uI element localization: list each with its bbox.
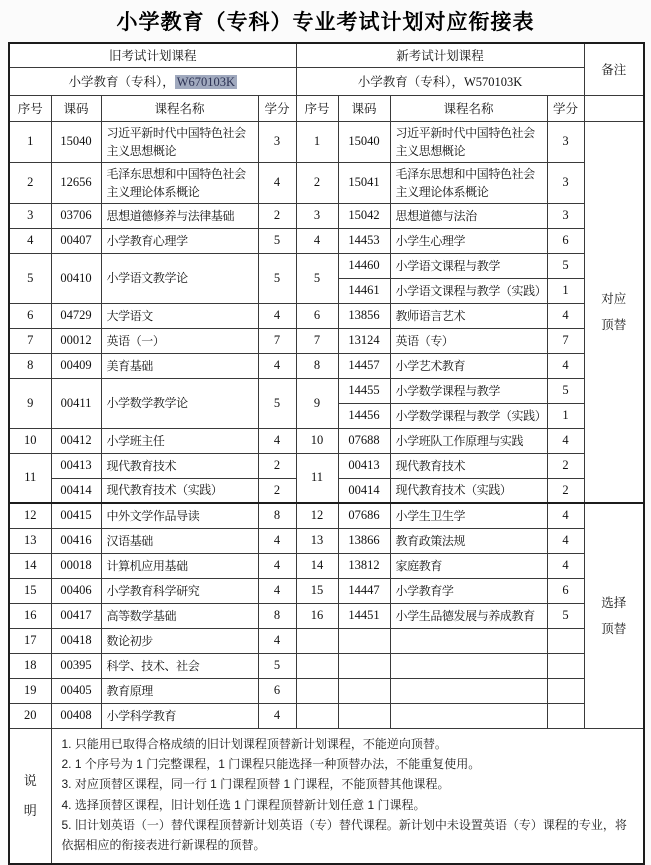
old-code: 00417	[51, 603, 101, 628]
new-seq-header: 序号	[296, 95, 338, 121]
old-major-cell	[9, 67, 296, 95]
new-seq	[296, 703, 338, 728]
old-code: 00416	[51, 528, 101, 553]
old-code-header: 课码	[51, 95, 101, 121]
new-code	[338, 703, 390, 728]
new-credit	[547, 678, 584, 703]
old-course-name: 思想道德修养与法律基础	[101, 203, 258, 228]
column-header-row	[9, 95, 644, 121]
new-course-name: 小学艺术教育	[390, 353, 547, 378]
new-seq: 15	[296, 578, 338, 603]
new-code: 07686	[338, 503, 390, 528]
new-credit: 5	[547, 378, 584, 403]
old-credit-header: 学分	[258, 95, 296, 121]
new-credit: 3	[547, 121, 584, 162]
new-credit-header: 学分	[547, 95, 584, 121]
old-credit: 4	[258, 428, 296, 453]
new-course-name	[390, 703, 547, 728]
new-seq: 8	[296, 353, 338, 378]
new-credit: 1	[547, 278, 584, 303]
old-code: 00408	[51, 703, 101, 728]
new-seq: 2	[296, 162, 338, 203]
new-course-name: 思想道德与法治	[390, 203, 547, 228]
old-course-name: 数论初步	[101, 628, 258, 653]
new-seq: 1	[296, 121, 338, 162]
new-course-name: 小学生品德发展与养成教育	[390, 603, 547, 628]
old-seq: 4	[9, 228, 51, 253]
new-credit: 4	[547, 528, 584, 553]
table-row	[9, 503, 644, 528]
new-course-name: 家庭教育	[390, 553, 547, 578]
old-credit: 5	[258, 378, 296, 428]
new-seq: 9	[296, 378, 338, 428]
table-row	[9, 453, 644, 478]
old-seq: 9	[9, 378, 51, 428]
old-code: 00412	[51, 428, 101, 453]
correspondence-table	[8, 42, 645, 865]
old-code: 00018	[51, 553, 101, 578]
new-course-name: 习近平新时代中国特色社会主义思想概论	[390, 121, 547, 162]
old-code: 03706	[51, 203, 101, 228]
table-header-section	[9, 43, 644, 121]
old-course-name: 现代教育技术（实践）	[101, 478, 258, 503]
major-header-row	[9, 67, 644, 95]
table-row	[9, 528, 644, 553]
new-code	[338, 678, 390, 703]
old-credit: 8	[258, 603, 296, 628]
old-credit: 5	[258, 653, 296, 678]
table-row	[9, 378, 644, 403]
table-row	[9, 703, 644, 728]
old-seq: 15	[9, 578, 51, 603]
new-seq	[296, 678, 338, 703]
old-course-name: 毛泽东思想和中国特色社会主义理论体系概论	[101, 162, 258, 203]
new-course-name: 小学班队工作原理与实践	[390, 428, 547, 453]
old-credit: 8	[258, 503, 296, 528]
new-seq: 7	[296, 328, 338, 353]
old-code: 00410	[51, 253, 101, 303]
old-seq: 13	[9, 528, 51, 553]
new-course-name: 小学教育学	[390, 578, 547, 603]
new-credit: 7	[547, 328, 584, 353]
new-course-name: 小学数学课程与教学	[390, 378, 547, 403]
old-course-name: 高等数学基础	[101, 603, 258, 628]
new-seq: 13	[296, 528, 338, 553]
new-credit: 5	[547, 253, 584, 278]
old-major-code-highlight: W670103K	[176, 75, 236, 89]
new-code: 14453	[338, 228, 390, 253]
new-seq	[296, 628, 338, 653]
new-code: 14457	[338, 353, 390, 378]
new-seq: 5	[296, 253, 338, 303]
old-seq: 20	[9, 703, 51, 728]
old-code: 00411	[51, 378, 101, 428]
old-course-name: 美育基础	[101, 353, 258, 378]
new-code: 13866	[338, 528, 390, 553]
old-code: 00409	[51, 353, 101, 378]
old-course-name: 教育原理	[101, 678, 258, 703]
new-seq: 4	[296, 228, 338, 253]
old-seq: 11	[9, 453, 51, 503]
remark-cell: 选择顶替	[584, 503, 644, 728]
new-major-cell: 小学教育（专科），W570103K	[296, 67, 584, 95]
table-row	[9, 628, 644, 653]
new-credit: 6	[547, 228, 584, 253]
old-code: 00414	[51, 478, 101, 503]
table-row	[9, 303, 644, 328]
new-course-name	[390, 678, 547, 703]
old-course-name: 小学班主任	[101, 428, 258, 453]
note-line: 2. 1 个序号为 1 门完整课程，1 门课程只能选择一种顶替办法，不能重复使用。	[61, 756, 481, 771]
old-credit: 4	[258, 353, 296, 378]
new-course-name: 小学数学课程与教学（实践）	[390, 403, 547, 428]
new-seq: 12	[296, 503, 338, 528]
new-credit: 4	[547, 553, 584, 578]
new-code: 13812	[338, 553, 390, 578]
old-course-name: 习近平新时代中国特色社会主义思想概论	[101, 121, 258, 162]
new-code: 14461	[338, 278, 390, 303]
old-code: 12656	[51, 162, 101, 203]
old-major-prefix: 小学教育（专科），	[68, 75, 175, 89]
new-plan-header: 新考试计划课程	[296, 43, 584, 67]
old-name-header: 课程名称	[101, 95, 258, 121]
new-code: 14455	[338, 378, 390, 403]
new-credit: 3	[547, 203, 584, 228]
new-course-name: 小学生心理学	[390, 228, 547, 253]
old-credit: 3	[258, 121, 296, 162]
new-credit: 4	[547, 428, 584, 453]
table-notes-section	[9, 728, 644, 864]
plan-header-row	[9, 43, 644, 67]
note-line: 5. 旧计划英语（一）替代课程顶替新计划英语（专）替代课程。新计划中未设置英语（专）课程的专业，将依据相应的衔接表进行新课程的顶替。	[61, 818, 627, 853]
old-course-name: 小学数学教学论	[101, 378, 258, 428]
old-code: 00418	[51, 628, 101, 653]
new-code: 15041	[338, 162, 390, 203]
old-course-name: 小学教育科学研究	[101, 578, 258, 603]
table-row	[9, 353, 644, 378]
old-code: 00405	[51, 678, 101, 703]
new-course-name: 教育政策法规	[390, 528, 547, 553]
new-code: 13124	[338, 328, 390, 353]
table-row	[9, 228, 644, 253]
page-title: 小学教育（专科）专业考试计划对应衔接表	[116, 11, 535, 34]
new-credit: 3	[547, 162, 584, 203]
old-course-name: 小学教育心理学	[101, 228, 258, 253]
remark-empty-cell	[584, 95, 644, 121]
old-credit: 4	[258, 528, 296, 553]
new-course-name: 英语（专）	[390, 328, 547, 353]
new-code: 00414	[338, 478, 390, 503]
old-code: 00413	[51, 453, 101, 478]
old-seq: 1	[9, 121, 51, 162]
table-row	[9, 653, 644, 678]
old-code: 00395	[51, 653, 101, 678]
new-code: 00413	[338, 453, 390, 478]
old-seq: 12	[9, 503, 51, 528]
new-course-name: 小学语文课程与教学	[390, 253, 547, 278]
new-course-name	[390, 653, 547, 678]
new-code: 15042	[338, 203, 390, 228]
table-row	[9, 553, 644, 578]
new-name-header: 课程名称	[390, 95, 547, 121]
table-row	[9, 203, 644, 228]
new-credit: 2	[547, 453, 584, 478]
old-seq: 3	[9, 203, 51, 228]
table-row	[9, 428, 644, 453]
old-code: 15040	[51, 121, 101, 162]
old-credit: 4	[258, 553, 296, 578]
new-code: 14460	[338, 253, 390, 278]
new-credit: 4	[547, 303, 584, 328]
note-line: 3. 对应顶替区课程，同一行 1 门课程顶替 1 门课程，不能顶替其他课程。	[61, 777, 450, 792]
table-row	[9, 162, 644, 203]
new-credit: 4	[547, 353, 584, 378]
note-line: 1. 只能用已取得合格成绩的旧计划课程顶替新计划课程，不能逆向顶替。	[61, 736, 447, 751]
old-seq: 2	[9, 162, 51, 203]
new-credit	[547, 653, 584, 678]
new-seq: 6	[296, 303, 338, 328]
new-seq: 11	[296, 453, 338, 503]
old-course-name: 英语（一）	[101, 328, 258, 353]
table-row	[9, 678, 644, 703]
new-code: 13856	[338, 303, 390, 328]
old-credit: 2	[258, 478, 296, 503]
old-seq: 18	[9, 653, 51, 678]
old-plan-header: 旧考试计划课程	[9, 43, 296, 67]
new-credit	[547, 703, 584, 728]
new-seq: 10	[296, 428, 338, 453]
table-row	[9, 121, 644, 162]
new-code: 14456	[338, 403, 390, 428]
new-seq: 3	[296, 203, 338, 228]
new-code: 14451	[338, 603, 390, 628]
new-seq: 16	[296, 603, 338, 628]
old-credit: 4	[258, 162, 296, 203]
new-seq: 14	[296, 553, 338, 578]
old-course-name: 科学、技术、社会	[101, 653, 258, 678]
new-code: 07688	[338, 428, 390, 453]
new-course-name: 毛泽东思想和中国特色社会主义理论体系概论	[390, 162, 547, 203]
remark-header: 备注	[584, 43, 644, 95]
new-course-name: 小学语文课程与教学（实践）	[390, 278, 547, 303]
old-course-name: 中外文学作品导读	[101, 503, 258, 528]
old-code: 00415	[51, 503, 101, 528]
old-course-name: 现代教育技术	[101, 453, 258, 478]
old-course-name: 小学语文教学论	[101, 253, 258, 303]
old-seq-header: 序号	[9, 95, 51, 121]
old-credit: 4	[258, 628, 296, 653]
old-code: 00407	[51, 228, 101, 253]
note-line: 4. 选择顶替区课程，旧计划任选 1 门课程顶替新计划任意 1 门课程。	[61, 797, 426, 812]
remark-cell: 对应顶替	[584, 121, 644, 503]
old-code: 00012	[51, 328, 101, 353]
new-credit: 6	[547, 578, 584, 603]
old-credit: 4	[258, 703, 296, 728]
old-seq: 17	[9, 628, 51, 653]
table-row	[9, 603, 644, 628]
old-seq: 7	[9, 328, 51, 353]
new-credit: 4	[547, 503, 584, 528]
old-credit: 4	[258, 303, 296, 328]
old-course-name: 小学科学教育	[101, 703, 258, 728]
old-credit: 5	[258, 228, 296, 253]
table-row	[9, 328, 644, 353]
table-row	[9, 578, 644, 603]
old-credit: 5	[258, 253, 296, 303]
new-credit	[547, 628, 584, 653]
old-course-name: 大学语文	[101, 303, 258, 328]
new-code-header: 课码	[338, 95, 390, 121]
old-code: 04729	[51, 303, 101, 328]
old-credit: 4	[258, 578, 296, 603]
new-code: 15040	[338, 121, 390, 162]
new-credit: 2	[547, 478, 584, 503]
old-credit: 7	[258, 328, 296, 353]
old-credit: 2	[258, 453, 296, 478]
old-seq: 16	[9, 603, 51, 628]
old-course-name: 汉语基础	[101, 528, 258, 553]
old-seq: 8	[9, 353, 51, 378]
new-course-name: 小学生卫生学	[390, 503, 547, 528]
old-credit: 2	[258, 203, 296, 228]
new-course-name	[390, 628, 547, 653]
new-credit: 1	[547, 403, 584, 428]
new-course-name: 现代教育技术（实践）	[390, 478, 547, 503]
new-credit: 5	[547, 603, 584, 628]
table-row	[9, 253, 644, 278]
old-course-name: 计算机应用基础	[101, 553, 258, 578]
new-code: 14447	[338, 578, 390, 603]
new-code	[338, 653, 390, 678]
old-seq: 19	[9, 678, 51, 703]
table-body-section	[9, 121, 644, 728]
new-course-name: 教师语言艺术	[390, 303, 547, 328]
old-seq: 10	[9, 428, 51, 453]
old-code: 00406	[51, 578, 101, 603]
old-seq: 6	[9, 303, 51, 328]
old-credit: 6	[258, 678, 296, 703]
notes-label: 说明	[9, 728, 51, 864]
old-seq: 14	[9, 553, 51, 578]
new-seq	[296, 653, 338, 678]
new-course-name: 现代教育技术	[390, 453, 547, 478]
new-code	[338, 628, 390, 653]
old-seq: 5	[9, 253, 51, 303]
notes-row	[9, 728, 644, 864]
notes-cell	[51, 728, 644, 864]
